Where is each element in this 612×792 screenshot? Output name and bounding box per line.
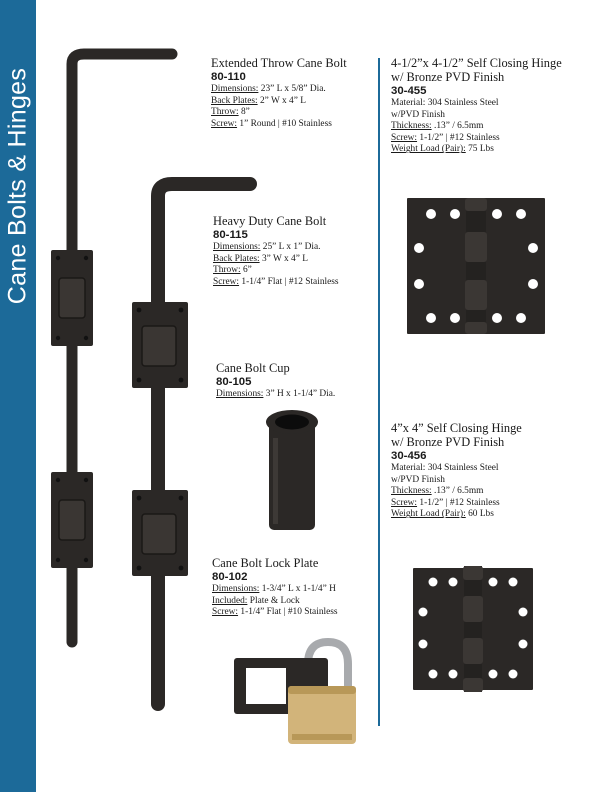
spec-value: Plate & Lock (247, 595, 300, 606)
spec-label: Screw: (391, 132, 418, 143)
spec-label: Screw: (391, 497, 418, 508)
product-sku: 80-115 (213, 229, 248, 241)
spec-row (391, 498, 522, 510)
spec-label: Throw: (213, 265, 241, 276)
spec-label: Thickness: (391, 121, 432, 132)
spec-row (213, 242, 339, 254)
product-sku: 30-456 (391, 450, 427, 462)
spec-row (211, 96, 347, 108)
spec-label: Dimensions: (213, 242, 261, 252)
cane-bolt-cup-info (216, 361, 335, 401)
material-line1: Material: 304 Stainless Steel (391, 98, 499, 108)
spec-label: Screw: (211, 118, 238, 129)
product-name-line2: w/ Bronze PVD Finish (391, 435, 505, 449)
product-name: Heavy Duty Cane Bolt (213, 214, 327, 228)
product-name-line1: 4-1/2”x 4-1/2” Self Closing Hinge (391, 56, 562, 70)
spec-label: Screw: (213, 276, 240, 287)
spec-list (391, 121, 562, 156)
product-sku: 80-110 (211, 71, 246, 83)
product-name: Cane Bolt Cup (216, 361, 290, 375)
spec-row (391, 144, 562, 156)
spec-value: 1-1/2” | #12 Stainless (417, 132, 500, 143)
product-name: Cane Bolt Lock Plate (212, 556, 319, 570)
spec-list (213, 242, 339, 288)
spec-label: Weight Load (Pair): (391, 509, 466, 520)
material-line2: w/PVD Finish (391, 474, 445, 485)
product-name: Extended Throw Cane Bolt (211, 56, 347, 70)
product-name-line2: w/ Bronze PVD Finish (391, 70, 505, 84)
spec-row (216, 389, 335, 401)
spec-value: .13” / 6.5mm (431, 121, 484, 132)
product-sku: 30-455 (391, 85, 427, 97)
spec-value: 1” Round | #10 Stainless (237, 118, 332, 129)
spec-value: 1-3/4” L x 1-1/4” H (259, 584, 336, 594)
spec-value: 3” H x 1-1/4” Dia. (263, 389, 336, 399)
spec-row (212, 596, 338, 608)
spec-label: Dimensions: (211, 84, 259, 94)
material-line2: w/PVD Finish (391, 109, 445, 120)
cane-bolt-cup-image (260, 408, 324, 534)
spec-label: Thickness: (391, 486, 432, 497)
spec-row (391, 509, 522, 521)
spec-row (213, 277, 339, 289)
spec-label: Back Plates: (213, 253, 260, 264)
spec-row (213, 254, 339, 266)
spec-list (212, 584, 338, 619)
spec-label: Dimensions: (212, 584, 260, 594)
spec-row (211, 107, 347, 119)
spec-value: 75 Lbs (465, 144, 494, 155)
spec-row (212, 584, 338, 596)
cane-bolt-lock-plate-image (228, 636, 360, 748)
hinge-456-image (411, 564, 535, 694)
product-sku: 80-102 (212, 571, 248, 583)
spec-label: Throw: (211, 107, 239, 118)
spec-label: Weight Load (Pair): (391, 144, 466, 155)
spec-list (211, 84, 347, 130)
cane-bolt-lock-plate-info (212, 556, 338, 619)
column-divider (378, 58, 380, 726)
extended-cane-bolt-info (211, 56, 347, 130)
spec-row (211, 119, 347, 131)
hinge-456-info (391, 421, 522, 521)
spec-label: Dimensions: (216, 389, 264, 399)
spec-value: 60 Lbs (465, 509, 494, 520)
spec-row (213, 265, 339, 277)
spec-label: Included: (212, 595, 248, 606)
sidebar-band (0, 0, 36, 792)
spec-list (216, 389, 335, 401)
spec-value: 1-1/4” Flat | #12 Stainless (239, 276, 339, 287)
product-name-line1: 4”x 4” Self Closing Hinge (391, 421, 522, 435)
spec-value: 6” (240, 265, 252, 276)
spec-row (391, 133, 562, 145)
spec-label: Screw: (212, 607, 239, 618)
spec-row (391, 486, 522, 498)
spec-row (211, 84, 347, 96)
spec-value: 1-1/4” Flat | #10 Stainless (238, 607, 338, 618)
spec-value: 25” L x 1” Dia. (260, 242, 321, 252)
spec-value: 3” W x 4” L (259, 253, 308, 264)
hinge-455-info (391, 56, 562, 156)
product-sku: 80-105 (216, 376, 252, 388)
spec-value: 1-1/2” | #12 Stainless (417, 497, 500, 508)
spec-value: 23” L x 5/8” Dia. (258, 84, 326, 94)
spec-row (212, 607, 338, 619)
spec-list (391, 486, 522, 521)
spec-row (391, 121, 562, 133)
spec-value: .13” / 6.5mm (431, 486, 484, 497)
spec-label: Back Plates: (211, 95, 258, 106)
material-line1: Material: 304 Stainless Steel (391, 463, 499, 473)
spec-value: 2” W x 4” L (257, 95, 306, 106)
spec-value: 8” (238, 107, 250, 118)
hinge-455-image (405, 196, 547, 338)
sidebar-title: Cane Bolts & Hinges (3, 67, 32, 305)
heavy-duty-cane-bolt-info (213, 214, 339, 288)
